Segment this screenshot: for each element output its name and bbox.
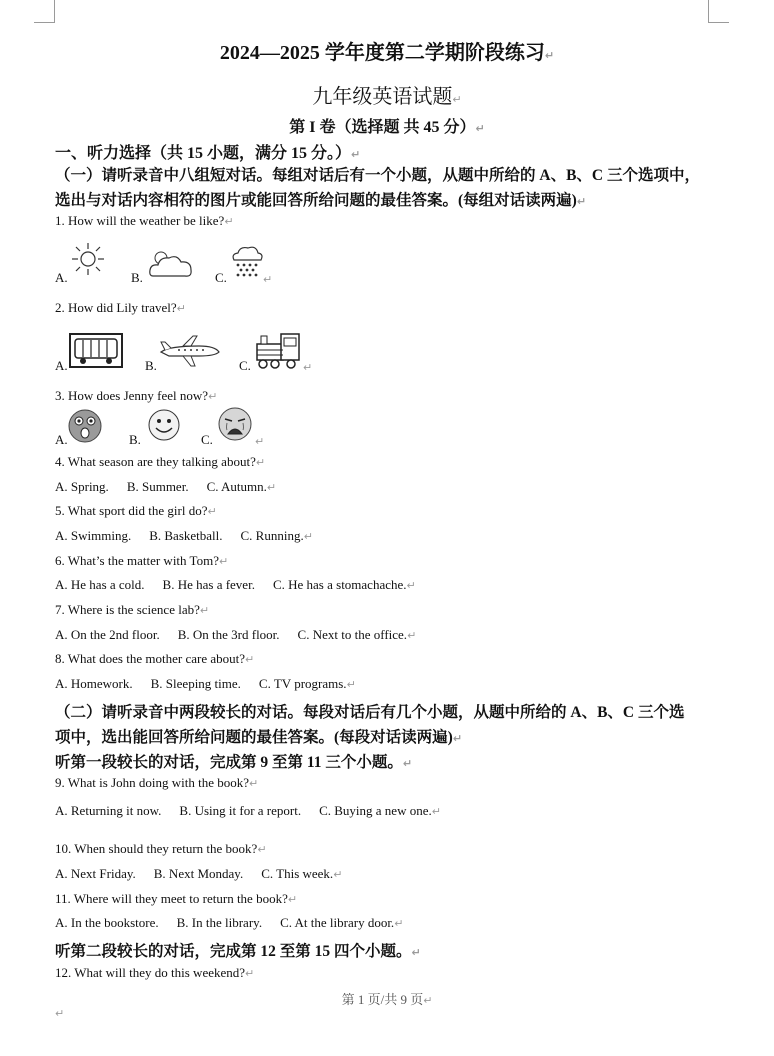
answer-options: A. On the 2nd floor. B. On the 3rd floor. C. Next to the office.↵: [55, 627, 417, 642]
question-text: 10. When should they return the book?↵: [55, 841, 267, 856]
volume-heading: 第 I 卷（选择题 共 45 分）↵: [289, 119, 485, 136]
option-b: B.: [145, 328, 225, 374]
question-text: 2. How did Lily travel?↵: [55, 300, 186, 315]
option-a: A. Swimming.: [55, 528, 132, 543]
part2-instructions-line1: （二）请听录音中两段较长的对话。每段对话后有几个小题，从题中所给的 A、B、C 三个选: [55, 704, 685, 721]
option-c: C. ↵: [239, 328, 319, 374]
paragraph-mark: ↵: [55, 1007, 65, 1020]
answer-options: A. Next Friday. B. Next Monday. C. This week.↵: [55, 866, 343, 881]
option-c: C. He has a stomachache.: [272, 577, 407, 592]
answer-options: A. He has a cold. B. He has a fever. C. He has a stomachache.↵: [55, 577, 416, 592]
option-b: B. Next Monday.: [153, 866, 244, 881]
bus-icon: [69, 332, 123, 370]
dialog1-intro: 听第一段较长的对话，完成第 9 至第 11 三个小题。↵: [55, 754, 413, 771]
surprised-face-icon: [67, 408, 103, 444]
option-c: C. ↵: [215, 240, 285, 286]
option-b: B. Using it for a report.: [179, 803, 302, 818]
option-a: A. Spring.: [55, 479, 109, 494]
option-c: C. Autumn.: [206, 479, 267, 494]
option-a: A. Returning it now.: [55, 803, 162, 818]
question-text: 3. How does Jenny feel now?↵: [55, 388, 218, 403]
answer-options: A. In the bookstore. B. In the library. C. At the library door.↵: [55, 915, 404, 930]
option-c: C. At the library door.: [280, 915, 395, 930]
question-text: 9. What is John doing with the book?↵: [55, 775, 259, 790]
question-picture-options: [55, 328, 335, 376]
question-text: 4. What season are they talking about?↵: [55, 454, 266, 469]
answer-options: A. Spring. B. Summer. C. Autumn.↵: [55, 479, 277, 494]
option-b: B. Summer.: [126, 479, 189, 494]
question-picture-options: [55, 240, 315, 288]
sun-icon: [71, 242, 105, 276]
option-b: B. He has a fever.: [162, 577, 255, 592]
happy-face-icon: [147, 408, 181, 442]
option-a: A.: [55, 328, 135, 374]
train-icon: [253, 330, 305, 370]
option-b: B. Sleeping time.: [150, 676, 241, 691]
question-text: 5. What sport did the girl do?↵: [55, 503, 217, 518]
option-a: A. In the bookstore.: [55, 915, 159, 930]
question-text: 12. What will they do this weekend?↵: [55, 965, 255, 980]
option-b: B. In the library.: [176, 915, 263, 930]
question-text: 11. Where will they meet to return the book?↵: [55, 891, 298, 906]
option-b: B. Basketball.: [149, 528, 223, 543]
part2-instructions-line2: 项中，选出能回答所给问题的最佳答案。(每段对话读两遍)↵: [55, 729, 463, 746]
exam-title: 2024—2025 学年度第二学期阶段练习↵: [219, 42, 555, 64]
option-a: A. On the 2nd floor.: [55, 627, 160, 642]
question-text: 8. What does the mother care about?↵: [55, 651, 255, 666]
option-b: B.: [131, 240, 201, 286]
question-picture-options: [55, 406, 295, 454]
crop-mark-top-left: [34, 0, 55, 23]
question-text: 7. Where is the science lab?↵: [55, 602, 210, 617]
option-c: C. Buying a new one.: [319, 803, 432, 818]
option-c: C. This week.: [261, 866, 334, 881]
page-footer: 第 1 页/共 9 页↵: [341, 992, 433, 1007]
answer-options: A. Swimming. B. Basketball. C. Running.↵: [55, 528, 313, 543]
option-c: C. ↵: [201, 406, 271, 448]
exam-subtitle: 九年级英语试题↵: [312, 86, 462, 108]
answer-options: A. Returning it now. B. Using it for a report. C. Buying a new one.↵: [55, 803, 441, 818]
answer-options: A. Homework. B. Sleeping time. C. TV programs.↵: [55, 676, 356, 691]
crop-mark-top-right: [708, 0, 729, 23]
option-a: A. Homework.: [55, 676, 133, 691]
plane-icon: [159, 334, 221, 368]
option-a: A. Next Friday.: [55, 866, 136, 881]
option-c: C. TV programs.: [258, 676, 347, 691]
option-a: A. He has a cold.: [55, 577, 145, 592]
option-c: C. Next to the office.: [297, 627, 408, 642]
option-b: B. On the 3rd floor.: [177, 627, 280, 642]
cloudy-icon: [147, 246, 195, 282]
option-a: A.: [55, 240, 115, 286]
part1-instructions-line1: （一）请听录音中八组短对话。每组对话后有一个小题，从题中所给的 A、B、C 三个选项中，: [55, 167, 700, 184]
question-text: 6. What’s the matter with Tom?↵: [55, 553, 229, 568]
part1-instructions-line2: 选出与对话内容相符的图片或能回答所给问题的最佳答案。(每组对话读两遍)↵: [55, 192, 587, 209]
option-c: C. Running.: [240, 528, 304, 543]
question-text: 1. How will the weather be like?↵: [55, 213, 234, 228]
option-b: B.: [129, 406, 189, 448]
crying-face-icon: [217, 406, 253, 442]
section-heading: 一、听力选择（共 15 小题，满分 15 分。）↵: [55, 145, 361, 162]
dialog2-intro: 听第二段较长的对话，完成第 12 至第 15 四个小题。↵: [55, 943, 421, 960]
option-a: A.: [55, 406, 115, 448]
rain-icon: [229, 244, 265, 280]
